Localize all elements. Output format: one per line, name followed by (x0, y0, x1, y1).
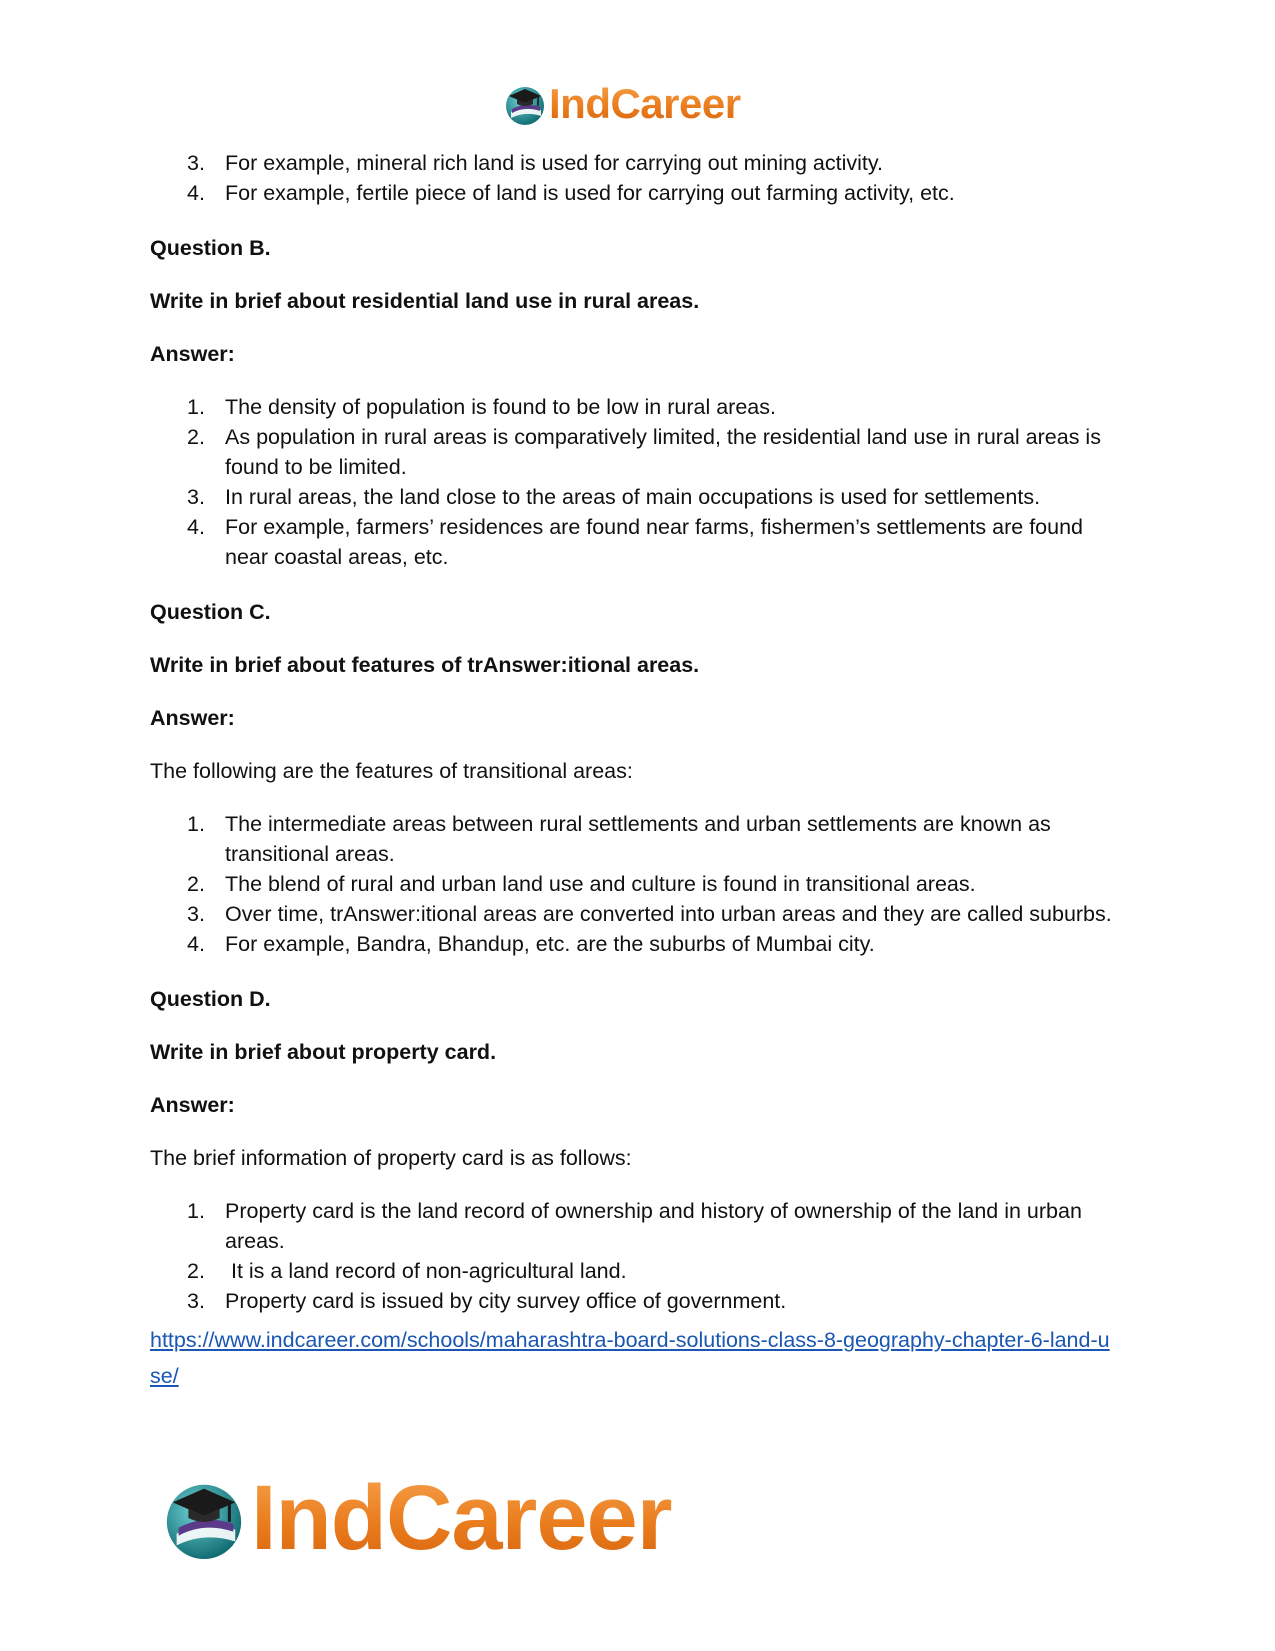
list-number: 2. (187, 1259, 205, 1283)
list-text: For example, Bandra, Bhandup, etc. are the suburbs of Mumbai city. (225, 932, 875, 956)
list-item (150, 148, 1130, 178)
list-number: 3. (187, 151, 205, 175)
question-c-intro: The following are the features of transitional areas: (150, 759, 633, 783)
list-number: 3. (187, 485, 205, 509)
list-text: The intermediate areas between rural settlements and urban settlements are known as transitional areas. (225, 812, 1051, 866)
list-item (150, 178, 1130, 208)
question-c-heading: Question C. (150, 600, 271, 624)
question-b-answer-list (150, 392, 1130, 572)
brand-name: IndCareer (549, 80, 741, 127)
header-logo (503, 80, 741, 128)
question-d-intro: The brief information of property card is as follows: (150, 1146, 632, 1170)
question-d-text: Write in brief about property card. (150, 1040, 497, 1064)
list-text: Property card is issued by city survey office of government. (225, 1289, 787, 1313)
document-content (150, 148, 1130, 1394)
question-b-answer-label: Answer: (150, 342, 235, 366)
footer-logo (161, 1468, 672, 1568)
list-text: The blend of rural and urban land use and culture is found in transitional areas. (225, 872, 976, 896)
list-number: 4. (187, 181, 205, 205)
list-text: As population in rural areas is comparatively limited, the residential land use in rural areas is found to be limited. (225, 425, 1101, 479)
question-c-text: Write in brief about features of trAnswer:itional areas. (150, 653, 700, 677)
list-text: In rural areas, the land close to the areas of main occupations is used for settlements. (225, 485, 1041, 509)
list-text: Over time, trAnswer:itional areas are converted into urban areas and they are called suburbs. (225, 902, 1112, 926)
list-item (150, 422, 1130, 482)
list-text: Property card is the land record of ownership and history of ownership of the land in urban areas. (225, 1199, 1082, 1253)
list-item (150, 512, 1130, 572)
list-number: 1. (187, 812, 205, 836)
question-d-answer-list (150, 1196, 1130, 1316)
list-item (150, 1256, 1130, 1286)
list-number: 4. (187, 515, 205, 539)
list-text: The density of population is found to be low in rural areas. (225, 395, 776, 419)
list-number: 2. (187, 872, 205, 896)
question-d-heading: Question D. (150, 987, 271, 1011)
list-number: 1. (187, 395, 205, 419)
list-item (150, 1286, 1130, 1316)
list-number: 2. (187, 425, 205, 449)
list-item (150, 929, 1130, 959)
question-c-answer-list (150, 809, 1130, 959)
list-item (150, 809, 1130, 869)
question-b-heading: Question B. (150, 236, 271, 260)
list-number: 4. (187, 932, 205, 956)
list-item (150, 869, 1130, 899)
brand-name: IndCareer (251, 1467, 672, 1569)
list-number: 1. (187, 1199, 205, 1223)
list-item (150, 1196, 1130, 1256)
question-c-answer-label: Answer: (150, 706, 235, 730)
graduation-cap-globe-icon (503, 82, 547, 126)
question-b-text: Write in brief about residential land use in rural areas. (150, 289, 700, 313)
source-link[interactable]: https://www.indcareer.com/schools/maharashtra-board-solutions-class-8-geography-chapter-6-land-use/ (150, 1328, 1110, 1388)
list-text: It is a land record of non-agricultural land. (225, 1259, 627, 1283)
list-item (150, 392, 1130, 422)
intro-list (150, 148, 1130, 208)
list-text: For example, fertile piece of land is used for carrying out farming activity, etc. (225, 181, 955, 205)
list-text: For example, farmers’ residences are found near farms, fishermen’s settlements are found near coastal areas, etc. (225, 515, 1083, 569)
graduation-cap-globe-icon (161, 1475, 247, 1561)
list-number: 3. (187, 902, 205, 926)
list-item (150, 899, 1130, 929)
list-item (150, 482, 1130, 512)
list-number: 3. (187, 1289, 205, 1313)
question-d-answer-label: Answer: (150, 1093, 235, 1117)
list-text: For example, mineral rich land is used for carrying out mining activity. (225, 151, 883, 175)
